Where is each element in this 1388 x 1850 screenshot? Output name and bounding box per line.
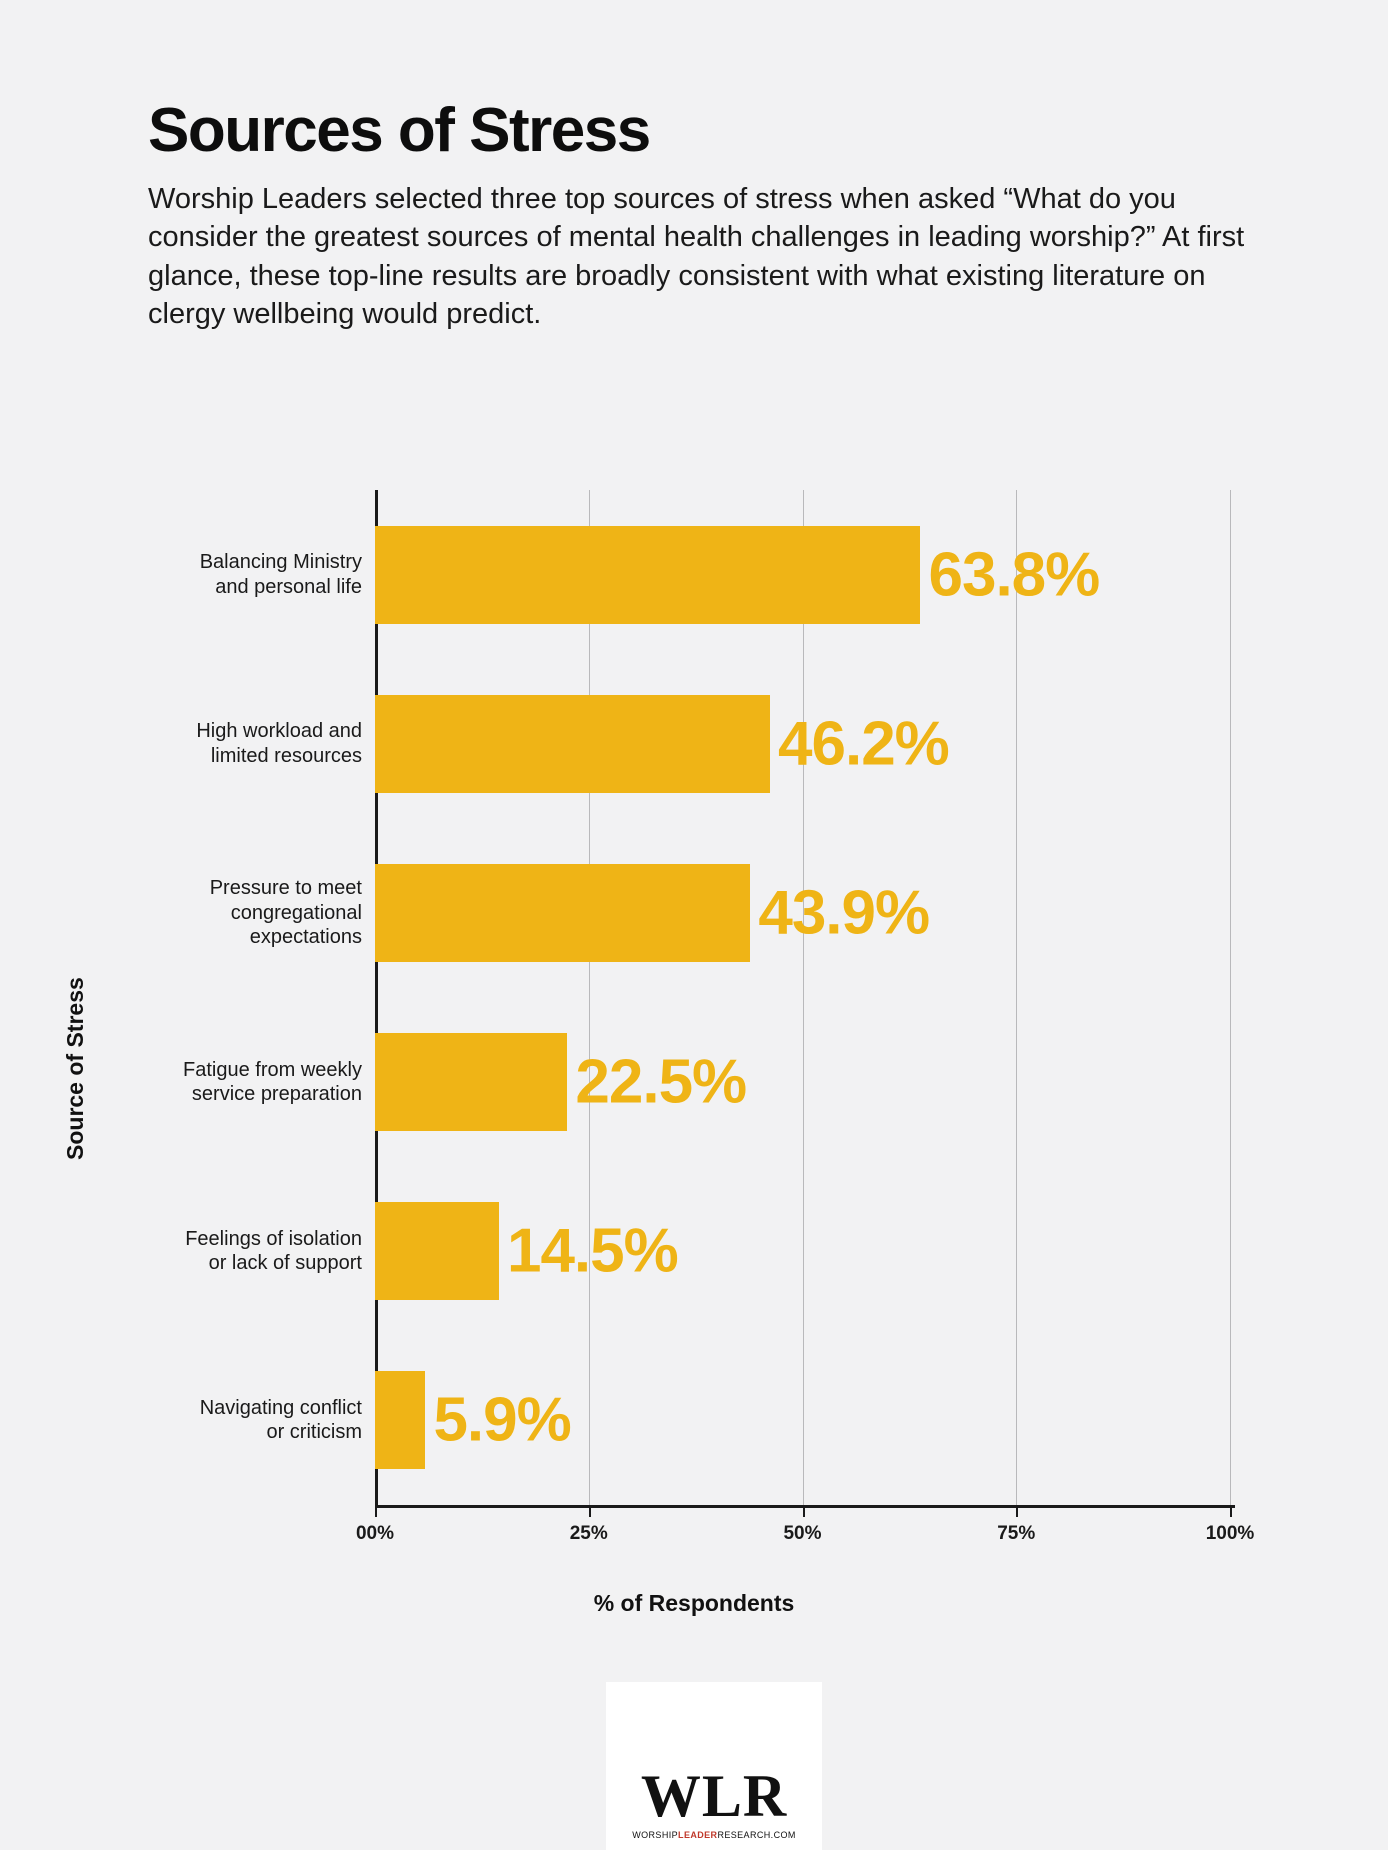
logo-tagline-worship: WORSHIP (632, 1830, 679, 1840)
category-label: Fatigue from weekly service preparation (183, 1058, 362, 1106)
bar-item (375, 526, 1230, 624)
bar-value-label: 43.9% (758, 878, 930, 948)
bar (375, 526, 920, 624)
gridline (803, 490, 804, 1505)
y-axis-title: Source of Stress (62, 977, 88, 1160)
x-axis-line (375, 1505, 1235, 1508)
gridline (1230, 490, 1231, 1505)
plot-area (375, 490, 1230, 1505)
bar-item (375, 864, 1230, 962)
logo-wordmark: WLR (640, 1763, 788, 1829)
x-tick-label: 50% (783, 1523, 822, 1544)
bar-value-label: 46.2% (778, 709, 949, 779)
bar (375, 695, 770, 793)
bar-value-label: 22.5% (575, 1047, 747, 1117)
wlr-logo (606, 1682, 822, 1850)
bar (375, 1033, 567, 1131)
bar (375, 1202, 499, 1300)
category-label: Balancing Ministry and personal life (199, 551, 362, 598)
logo-tagline (632, 1830, 796, 1840)
bar-value-label: 14.5% (506, 1216, 678, 1286)
gridline (589, 490, 590, 1505)
y-axis-line (375, 490, 378, 1505)
bar-item (375, 1033, 1230, 1131)
bar-item (375, 1371, 1230, 1469)
x-tick (1016, 1505, 1018, 1517)
x-tick (375, 1505, 377, 1517)
x-axis-title: % of Respondents (593, 1590, 795, 1616)
x-tick-label: 100% (1205, 1523, 1255, 1544)
category-label: High workload and limited resources (196, 720, 362, 767)
bar (375, 864, 750, 962)
category-label: Pressure to meet congregational expectations (209, 877, 362, 949)
bar-item (375, 695, 1230, 793)
page-title: Sources of Stress (148, 96, 650, 165)
logo-tagline-research: RESEARCH.COM (717, 1830, 796, 1840)
x-tick-label: 75% (997, 1523, 1036, 1544)
x-tick (803, 1505, 805, 1517)
bar-value-label: 5.9% (433, 1385, 571, 1455)
category-label: Feelings of isolation or lack of support (185, 1227, 362, 1275)
gridline (1016, 490, 1017, 1505)
bar-item (375, 1202, 1230, 1300)
header (148, 96, 1268, 333)
x-tick (589, 1505, 591, 1517)
category-label: Navigating conflict or criticism (199, 1397, 362, 1444)
page-subtitle: Worship Leaders selected three top sources of stress when asked “What do you consider the greatest sources of mental health challenges in leading worship?” At first glance, these top-line results are broadly consistent with what existing literature on clergy wellbeing would predict. (148, 183, 1245, 330)
x-tick-label: 25% (569, 1523, 608, 1544)
logo-tagline-leader: LEADER (678, 1830, 718, 1840)
bar-value-label: 63.8% (928, 540, 1100, 610)
x-tick (1230, 1505, 1232, 1517)
x-tick-label: 00% (355, 1523, 395, 1544)
bar (375, 1371, 425, 1469)
